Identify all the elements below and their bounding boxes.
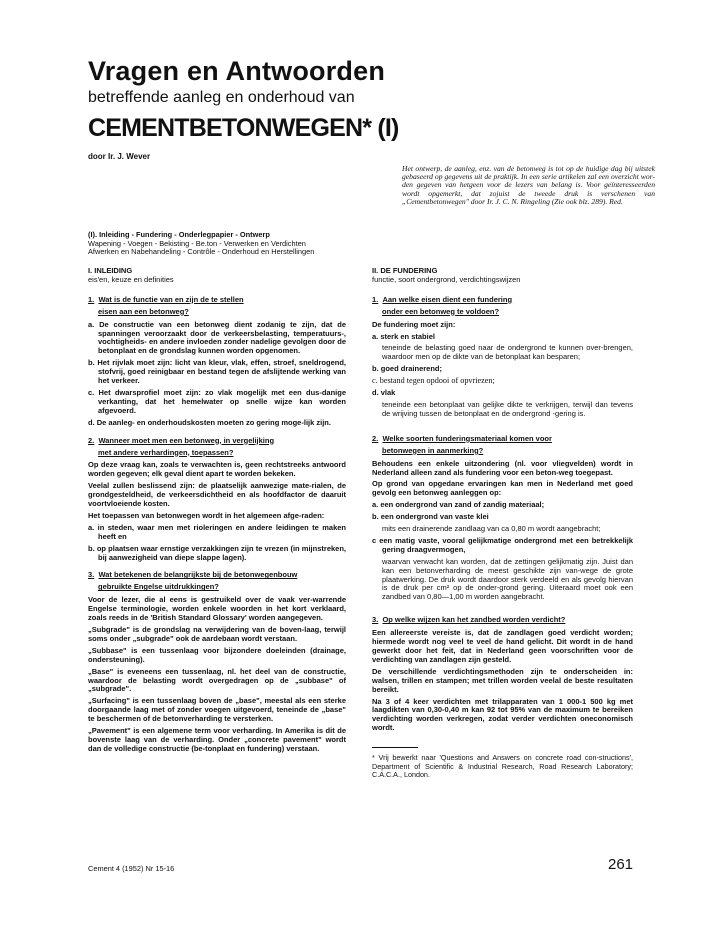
section-heading: I. INLEIDING — [88, 266, 133, 275]
question-subtext: onder een betonweg te voldoen? — [382, 306, 500, 316]
answer-item: b. een ondergrond van vaste klei — [372, 512, 489, 522]
author: door Ir. J. Wever — [88, 152, 151, 161]
question-text: Op welke wijzen kan het zandbed worden verdicht? — [382, 615, 566, 625]
question-text: Wat is de functie van en zijn de te stellen — [98, 294, 244, 304]
subjects-line-2: Wapening - Voegen - Bekisting - Be.ton - Verwerken en Verdichten — [88, 238, 306, 248]
question-text: Wanneer moet men een betonweg, in vergelijking — [98, 435, 275, 445]
question-heading: 3. Wat betekenen de belangrijkste bij de betonwegenbouw gebruikte Engelse uitdrukkingen? — [88, 571, 346, 592]
answer-item: d. vlak — [372, 388, 396, 398]
answer-item: d. De aanleg- en onderhoudskosten moeten zo gering moge-lijk zijn. — [88, 417, 331, 427]
answer-item: b. Het rijvlak moet zijn: licht van kleur, vlak, effen, stroef, sneldrogend, stofvrij, goed reinigbaar en bestand tegen de afslijtende werking van het verkeer. — [88, 358, 346, 386]
answer-item: a. De constructie van een betonweg dient zodanig te zijn, dat de spanningen veroorzaakt door de verkeersbelasting, temperatuurs-, vochtigheids- en andere invloeden zonder nadelige gevolgen door de betonplaat en de grondslag kunnen worden opgenomen. — [88, 319, 346, 356]
answer-item: c. bestand tegen opdooi of opvriezen; — [372, 376, 495, 386]
answer-paragraph: Het toepassen van betonwegen wordt in het algemeen afge-raden: — [88, 510, 325, 520]
subjects-line-3: Afwerken en Nabehandeling - Contrôle - Onderhoud en Herstellingen — [88, 247, 315, 257]
answer-paragraph: Op deze vraag kan, zoals te verwachten is, geen rechtstreeks antwoord worden gegeven; elk geval dient apart te worden bekeken. — [88, 460, 346, 479]
question-subtext: met andere verhardingen, toepassen? — [98, 447, 234, 457]
question-subtext: eisen aan een betonweg? — [98, 306, 189, 316]
section-subheading: eis'en, keuze en definities — [88, 274, 174, 284]
section-heading: II. DE FUNDERING — [372, 266, 438, 275]
answer-paragraph: Voor de lezer, die al eens is gestruikeld over de vaak ver-warrende Engelse terminologie, worden enkele woorden in het kort verklaard, zoals reeds in de 'British Standard Glossary' worden aangegeven. — [88, 595, 346, 623]
answer-item: a. een ondergrond van zand of zandig materiaal; — [372, 500, 545, 510]
answer-item: a. sterk en stabiel — [372, 331, 435, 341]
answer-paragraph: Op grond van opgedane ervaringen kan men in Nederland met goed gevolg een betonweg aanleggen op: — [372, 479, 633, 498]
page-subtitle: betreffende aanleg en onderhoud van — [88, 89, 355, 106]
page-title: Vragen en Antwoorden — [88, 56, 386, 86]
question-subtext: betonwegen in aanmerking? — [382, 445, 484, 455]
answer-item-text: mits een drainerende zandlaag van ca 0,80 m wordt aangebracht; — [382, 524, 601, 534]
footnote-divider — [372, 747, 418, 748]
editor-intro: Het ontwerp, de aanleg, enz. van de betonweg is tot op de huidige dag bij uitstek gebaseerd op gegevens uit de praktijk. In een serie artikelen zal een overzicht wor-den gegeven van hetgeen voor de lezers van belang is. Voor geïnteresseerden wordt opgemerkt, dat zojuist de tweede druk is verschenen van „Cementbetonwegen" door Ir. J. C. N. Ringeling (Zie ook blz. 289). Red. — [402, 164, 655, 206]
answer-item-text: teneinde een betonplaat van gelijke dikte te verkrijgen, terwijl dan tevens de wrijving tussen de betonplaat en de ondergrond -gering is. — [382, 399, 633, 418]
answer-item: c een matig vaste, vooral gelijkmatige ondergrond met een betrekkelijk gering draagvermogen, — [372, 535, 633, 554]
question-heading: 1. Aan welke eisen dient een fundering onder een betonweg te voldoen? — [372, 296, 633, 317]
answer-item: b. goed drainerend; — [372, 364, 443, 374]
answer-paragraph: „Base" is eveneens een tussenlaag, nl. het deel van de constructie, waardoor de belasting wordt overgedragen op de „subbase" of „subgrade". — [88, 666, 346, 694]
question-heading: 1. Wat is de functie van en zijn de te stellen eisen aan een betonweg? — [88, 296, 346, 317]
footnote: * Vrij bewerkt naar 'Questions and Answers on concrete road con-structions', Department of Scientific & Industrial Research, Road Research Laboratory; C.A.C.A., London. — [372, 753, 633, 780]
answer-item-text: waarvan verwacht kan worden, dat de zettingen gelijkmatig zijn. Juist dan kan een betonverharding de meest geschikte zijn van-wege de grote plaatwerking. De druk wordt daardoor sterk verdeeld en als gevolg hiervan is de druk per cm² op de onder-grond gering. Uiteraard moet ook een zandbed van 0,80—1,00 m worden aangebracht. — [382, 556, 633, 602]
answer-item: b. op plaatsen waar ernstige verzakkingen zijn te vrezen (in mijnstreken, bij aanwezigheid van diepe slappe lagen). — [88, 543, 346, 562]
page-number: 261 — [608, 856, 634, 873]
answer-paragraph: „Subgrade" is de grondslag na verwijdering van de boven-laag, terwijl soms onder „subgrade" ook de aardebaan wordt verstaan. — [88, 625, 346, 643]
answer-item: a. in steden, waar men met rioleringen en andere leidingen te maken heeft en — [88, 522, 346, 541]
answer-paragraph: „Pavement" is een algemene term voor verharding. In Amerika is dit de bovenste laag van de verharding. Onder „concrete pavement" wordt dan de volledige constructie (be-tonplaat en fundering) verstaan. — [88, 726, 346, 753]
answer-paragraph: Veelal zullen beslissend zijn: de plaatselijk aanwezige mate-rialen, de grondgesteldheid, de verkeersdichtheid en als hoofdfactor de daaruit voortvloeiende kosten. — [88, 481, 346, 509]
question-heading: 2. Welke soorten funderingsmateriaal komen voor betonwegen in aanmerking? — [372, 435, 633, 456]
subjects-line-1: (I). Inleiding - Fundering - Onderlegpapier - Ontwerp — [88, 230, 270, 239]
answer-item-text: teneinde de belasting goed naar de ondergrond te kunnen over-brengen, waardoor men op de dikte van de betonplaat kan besparen; — [382, 343, 633, 362]
answer-paragraph: De verschillende verdichtingsmethoden zijn te onderscheiden in: walsen, trillen en stampen; met trillen worden veelal de beste resultaten bereikt. — [372, 666, 633, 694]
answer-paragraph: Een allereerste vereiste is, dat de zandlagen goed verdicht worden; hiermede wordt nog veel te veel de hand gelicht. Dit wordt in de hand gewerkt door het feit, dat in Nederland geen voorschriften voor de verdichting van zandlagen zijn gesteld. — [372, 628, 633, 664]
journal-reference: Cement 4 (1952) Nr 15-16 — [88, 864, 175, 873]
answer-paragraph: „Subbase" is een tussenlaag voor bijzondere doeleinden (drainage, ondersteuning). — [88, 645, 346, 664]
answer-lead: De fundering moet zijn: — [372, 319, 456, 329]
question-text: Welke soorten funderingsmateriaal komen voor — [382, 433, 552, 443]
left-column — [88, 267, 346, 757]
question-subtext: gebruikte Engelse uitdrukkingen? — [98, 582, 219, 592]
right-column — [372, 267, 633, 783]
question-heading: 2. Wanneer moet men een betonweg, in vergelijking met andere verhardingen, toepassen? — [88, 437, 346, 458]
answer-paragraph: „Surfacing" is een tussenlaag boven de „base", meestal als een sterke doorgaande laag met of zonder voegen uitgevoerd, teneinde de „base" te beschermen of de betonverharding te versterken. — [88, 696, 346, 724]
answer-paragraph: Behoudens een enkele uitzondering (nl. voor vliegvelden) wordt in Nederland alleen zand als fundering voor een beton-weg toegepast. — [372, 458, 633, 477]
question-text: Aan welke eisen dient een fundering — [382, 294, 513, 304]
question-text: Wat betekenen de belangrijkste bij de betonwegenbouw — [98, 570, 298, 580]
answer-paragraph: Na 3 of 4 keer verdichten met trilapparaten van 1 000-1 500 kg met laagdikten van 0,30-0,40 m kan 92 tot 95% van de maximum te bereiken verdichting worden verkregen, zodat verder verdichten oneconomisch wordt. — [372, 696, 633, 733]
series-subjects — [88, 231, 388, 257]
answer-item: c. Het dwarsprofiel moet zijn: zo vlak mogelijk met een dus-danige verkanting, dat het hemelwater op snelle wijze kan worden afgevoerd. — [88, 387, 346, 415]
article-title: CEMENTBETONWEGEN* (I) — [88, 114, 399, 142]
section-subheading: functie, soort ondergrond, verdichtingswijzen — [372, 274, 521, 284]
question-heading: 3. Op welke wijzen kan het zandbed worden verdicht? — [372, 615, 566, 625]
